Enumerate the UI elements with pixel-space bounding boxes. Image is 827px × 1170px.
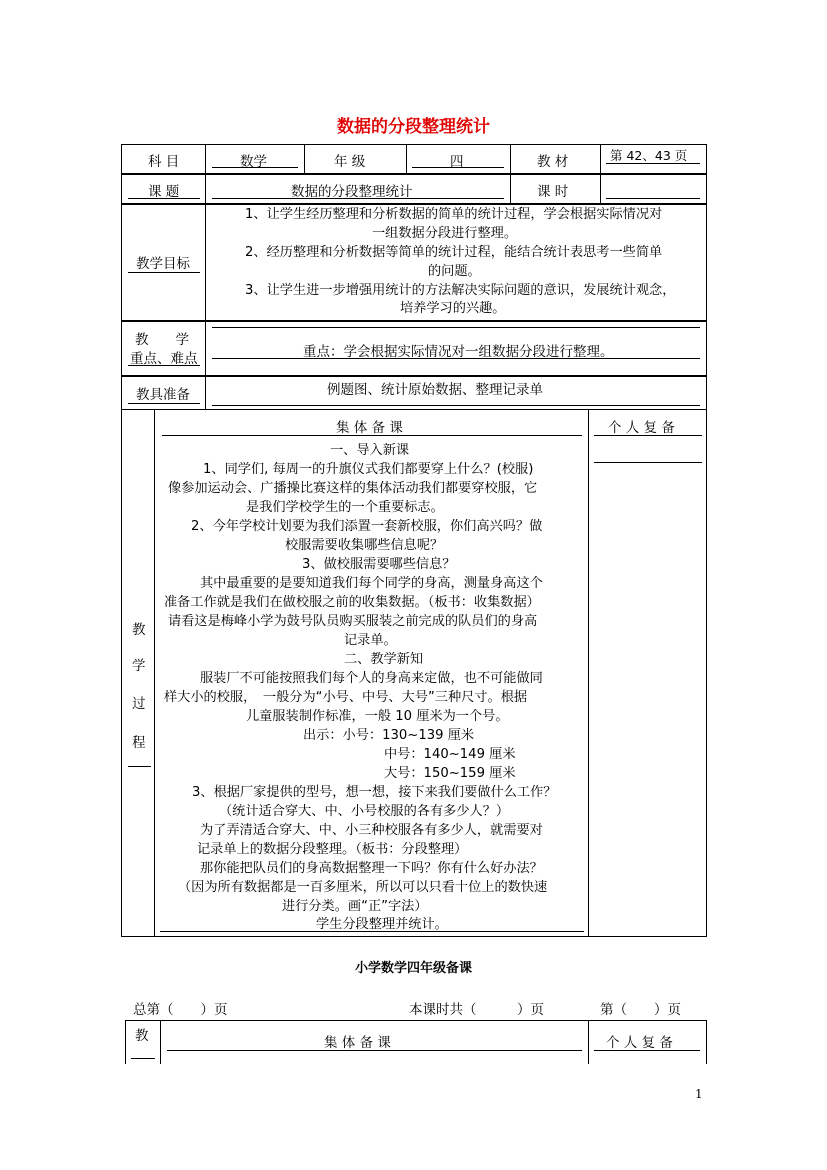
process-line-14: 样大小的校服， 一般分为“小号、中号、大号”三种尺寸。根据 bbox=[164, 690, 528, 705]
process-line-9: 准备工作就是我们在做校服之前的收集数据。（板书：收集数据） bbox=[164, 595, 540, 610]
process-line-19: 3、根据厂家提供的型号，想一想，接下来我们要做什么工作？ bbox=[192, 785, 557, 800]
collective-header: 集 体 备 课 bbox=[336, 420, 403, 436]
goals-line-5: 3、让学生进一步增强用统计的方法解决实际问题的意识，发展统计观念， bbox=[245, 283, 676, 298]
keypoints-label-2: 重点、难点 bbox=[130, 351, 198, 367]
goals-line-2: 一组数据分段进行整理。 bbox=[372, 226, 518, 241]
process-line-1: 一、导入新课 bbox=[330, 443, 410, 458]
process-line-12: 二、教学新知 bbox=[344, 652, 424, 667]
subject-value: 数学 bbox=[240, 154, 267, 170]
goals-line-1: 1、让学生经历整理和分析数据的简单的统计过程，学会根据实际情况对 bbox=[245, 207, 663, 222]
process-line-16: 出示：小号：130~139 厘米 bbox=[303, 728, 475, 743]
process-line-25: 进行分类。画“正”字法） bbox=[282, 899, 428, 914]
process-line-17: 中号：140~149 厘米 bbox=[384, 747, 516, 762]
process-side-4: 程 bbox=[132, 735, 146, 751]
process-side-underline bbox=[128, 766, 151, 767]
keypoints-text: 重点：学会根据实际情况对一组数据分段进行整理。 bbox=[303, 344, 614, 360]
process-line-8: 其中最重要的是要知道我们每个同学的身高，测量身高这个 bbox=[200, 576, 543, 591]
topic-value: 数据的分段整理统计 bbox=[291, 184, 413, 200]
next-side-underline bbox=[131, 1058, 155, 1059]
lesson-pages-label: 本课时共（ ）页 bbox=[409, 1002, 544, 1018]
subject-label: 科 目 bbox=[148, 154, 180, 170]
process-line-6: 校服需要收集哪些信息呢？ bbox=[285, 538, 444, 553]
process-line-24: （因为所有数据都是一百多厘米，所以可以只看十位上的数快速 bbox=[178, 880, 548, 895]
textbook-value: 第 42、43 页 bbox=[610, 148, 688, 163]
keypoints-label-line bbox=[128, 346, 200, 366]
topic-label: 课 题 bbox=[148, 184, 180, 200]
materials-label: 教具准备 bbox=[136, 387, 190, 403]
process-line-5: 2、今年学校计划要为我们添置一套新校服，你们高兴吗？做 bbox=[191, 519, 543, 534]
page-number: 1 bbox=[695, 1087, 703, 1101]
process-line-2: 1、同学们, 每周一的升旗仪式我们都要穿上什么？(校服) bbox=[203, 462, 534, 477]
keypoints-top-line bbox=[212, 327, 700, 328]
process-side-1: 教 bbox=[132, 622, 146, 638]
goals-line-4: 的问题。 bbox=[428, 264, 481, 279]
process-line-18: 大号：150~159 厘米 bbox=[384, 766, 516, 781]
process-line-26: 学生分段整理并统计。 bbox=[316, 917, 448, 932]
next-collective-header: 集 体 备 课 bbox=[324, 1035, 391, 1051]
process-line-21: 为了弄清适合穿大、中、小三种校服各有多少人，就需要对 bbox=[200, 823, 543, 838]
process-line-4: 是我们学校学生的一个重要标志。 bbox=[246, 500, 444, 515]
process-line-20: （统计适合穿大、中、小号校服的各有多少人？） bbox=[219, 804, 510, 819]
next-personal-header: 个 人 复 备 bbox=[606, 1035, 673, 1051]
process-line-3: 像参加运动会、广播操比赛这样的集体活动我们都要穿校服，它 bbox=[168, 481, 538, 496]
hours-value-line bbox=[606, 178, 700, 199]
footer-title: 小学数学四年级备课 bbox=[354, 961, 472, 976]
grade-value: 四 bbox=[450, 154, 464, 170]
hours-label: 课 时 bbox=[537, 184, 569, 200]
keypoints-label-1: 教 学 bbox=[135, 332, 189, 348]
process-line-7: 3、做校服需要哪些信息？ bbox=[302, 557, 456, 572]
page-of-label: 第（ ）页 bbox=[600, 1002, 681, 1018]
next-side-label: 教 bbox=[135, 1028, 149, 1044]
process-line-23: 那你能把队员们的身高数据整理一下吗？你有什么好办法？ bbox=[200, 861, 543, 876]
process-line-13: 服装厂不可能按照我们每个人的身高来定做，也不可能做同 bbox=[200, 671, 543, 686]
total-pages-label: 总第（ ）页 bbox=[133, 1002, 228, 1018]
materials-text: 例题图、统计原始数据、整理记录单 bbox=[327, 382, 543, 398]
goals-line-3: 2、经历整理和分析数据等简单的统计过程，能结合统计表思考一些简单 bbox=[245, 245, 663, 260]
process-side-2: 学 bbox=[132, 658, 146, 674]
process-line-22: 记录单上的数据分段整理。（板书：分段整理） bbox=[197, 842, 468, 857]
process-line-10: 请看这是梅峰小学为鼓号队员购买服装之前完成的队员们的身高 bbox=[168, 614, 538, 629]
document-title: 数据的分段整理统计 bbox=[337, 117, 490, 137]
goals-line-6: 培养学习的兴趣。 bbox=[400, 301, 506, 316]
process-line-11: 记录单。 bbox=[344, 633, 397, 648]
personal-header: 个 人 复 备 bbox=[608, 420, 675, 436]
grade-label: 年 级 bbox=[334, 154, 366, 170]
personal-notes-line bbox=[594, 462, 702, 463]
process-side-3: 过 bbox=[132, 696, 146, 712]
goals-label: 教学目标 bbox=[136, 256, 190, 272]
textbook-label: 教 材 bbox=[537, 154, 569, 170]
process-line-15: 儿童服装制作标准，一般 10 厘米为一个号。 bbox=[246, 709, 509, 724]
